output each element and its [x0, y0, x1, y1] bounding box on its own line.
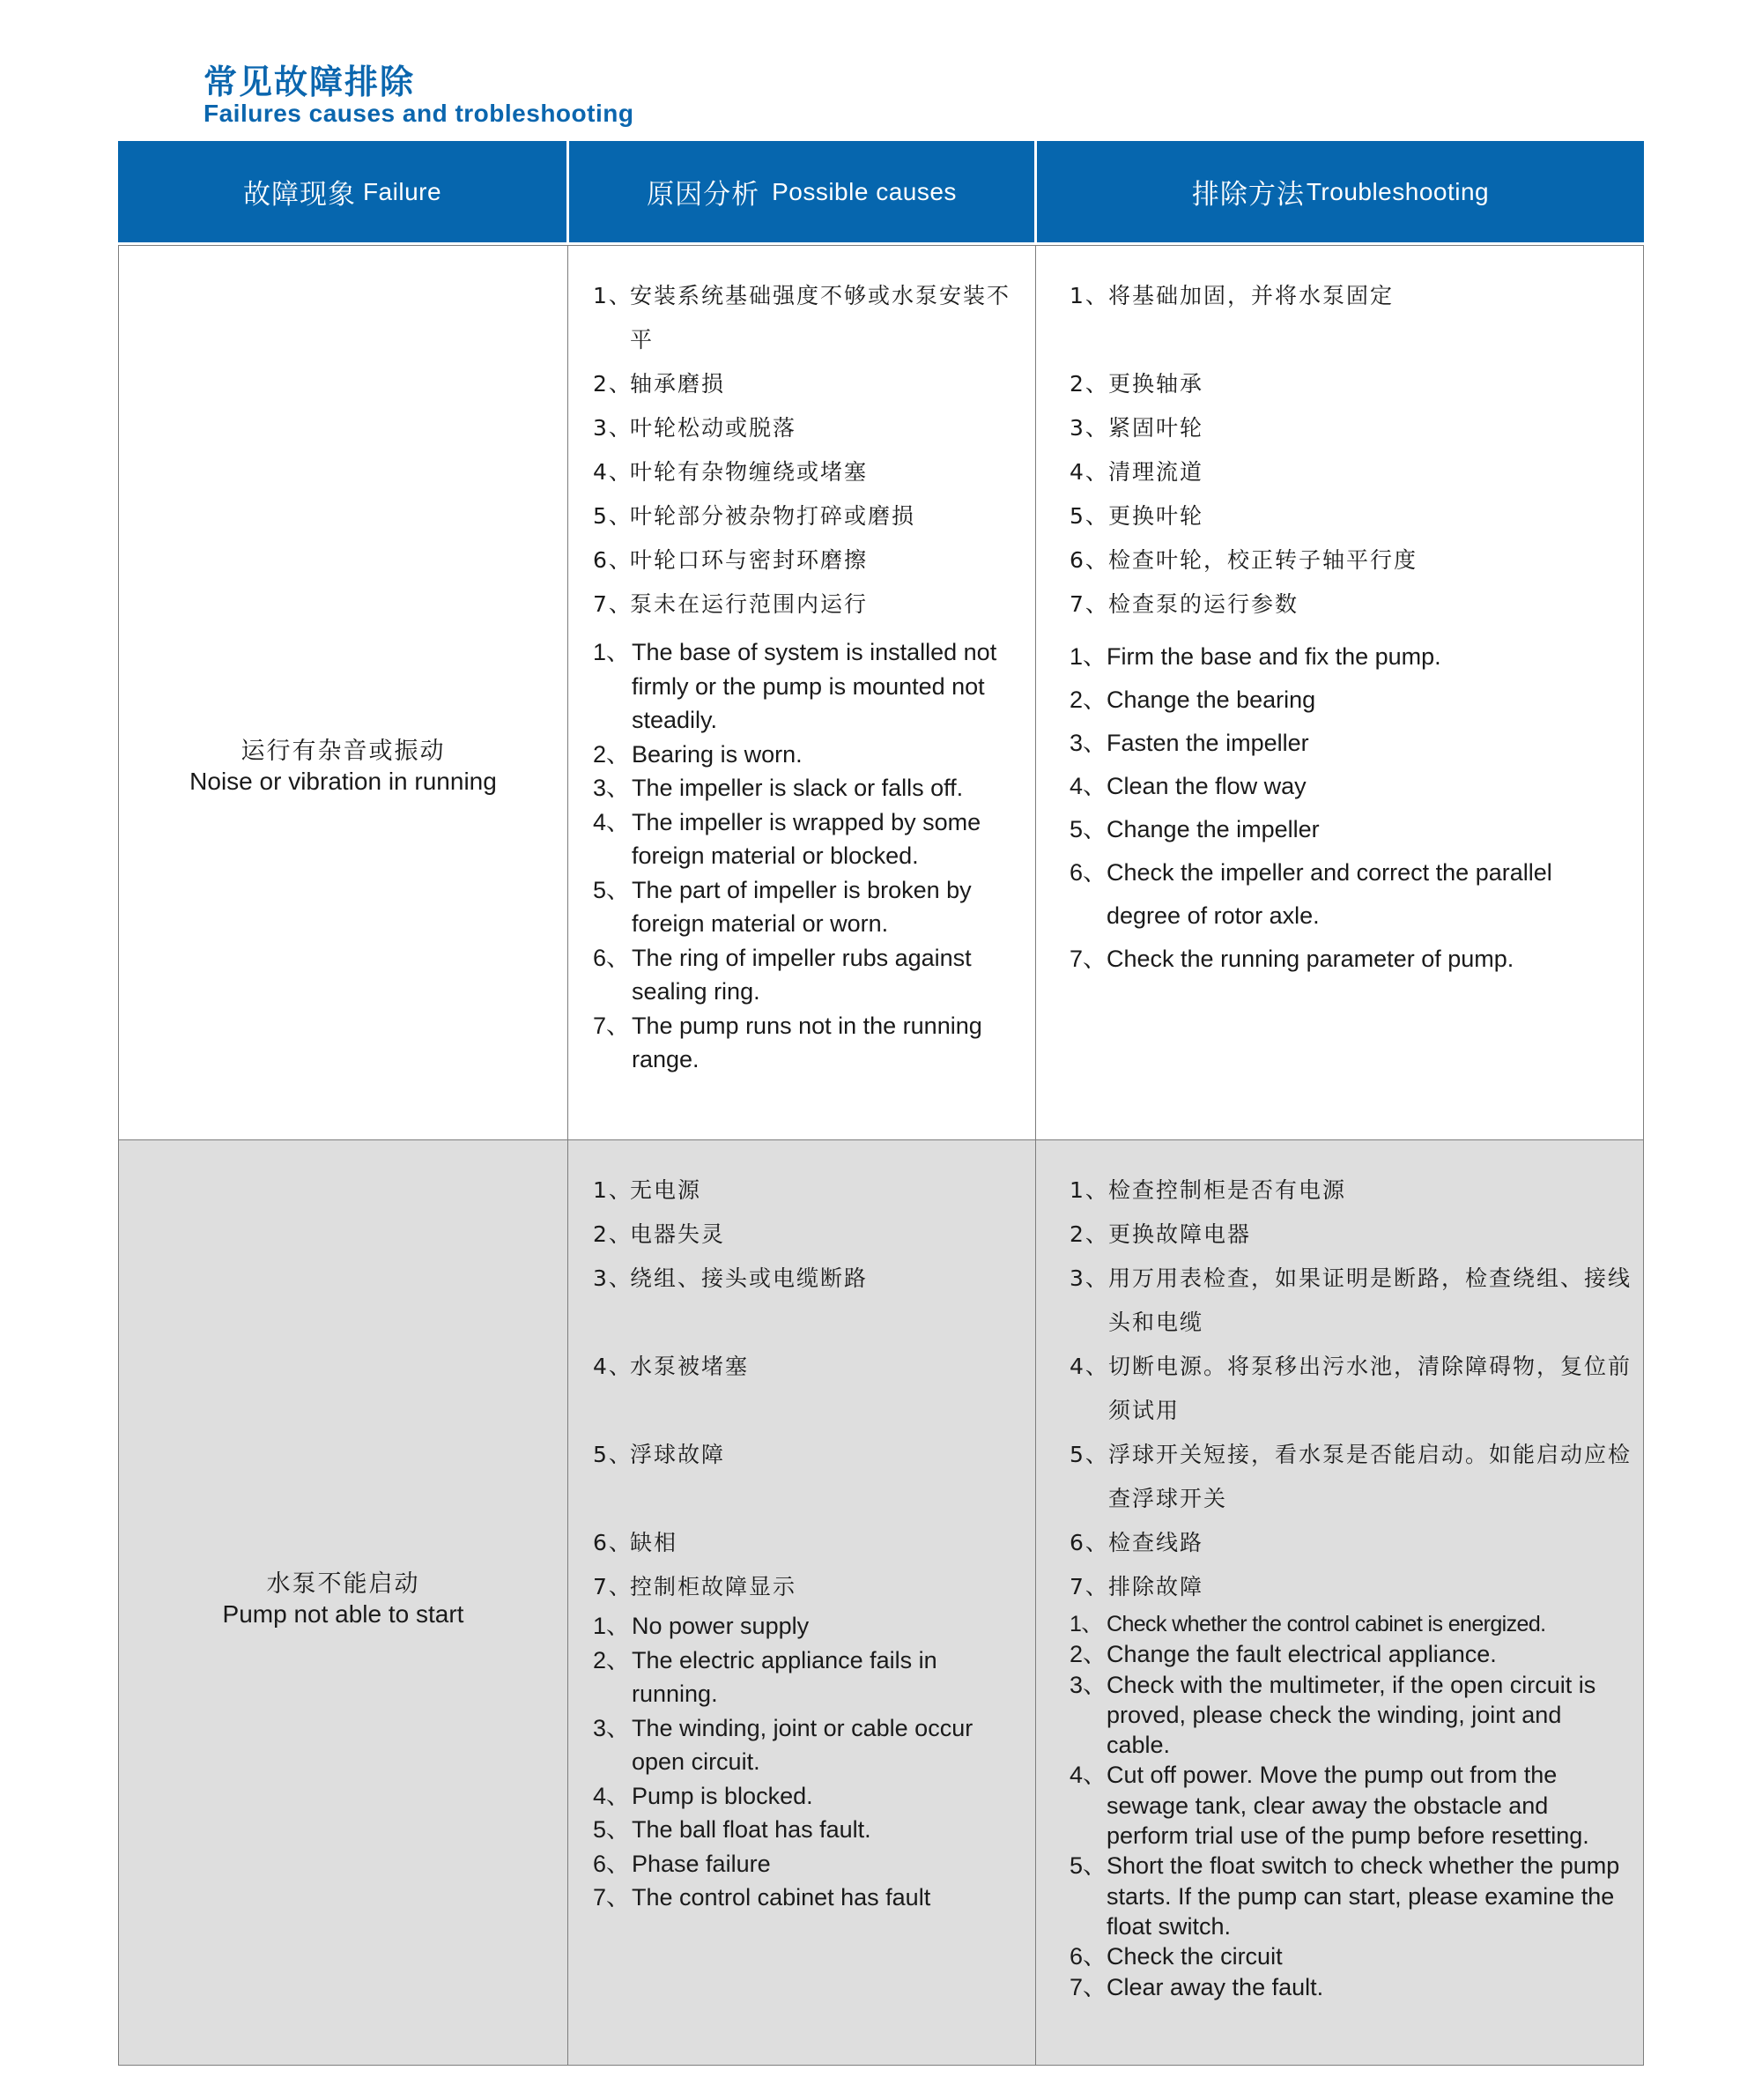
row1-failure-cell: [118, 245, 568, 1140]
row2-causes-cn-list: [593, 1169, 1025, 1609]
row2-fix-cell: [1035, 1139, 1644, 2066]
list-item: 5、 浮球开关短接，看水泵是否能启动。如能启动应检查浮球开关: [1070, 1442, 1632, 1511]
list-item: 5、 The ball float has fault.: [593, 1816, 871, 1843]
list-item: 3、 紧固叶轮: [1070, 415, 1204, 441]
list-item: 5、 The part of impeller is broken by foreign material or worn.: [593, 876, 972, 937]
list-item: 7、 泵未在运行范围内运行: [593, 591, 869, 617]
row1-causes-cell: [567, 245, 1036, 1140]
list-item: 7、 控制柜故障显示: [593, 1574, 797, 1599]
row2-fix-en-list: [1070, 1609, 1625, 2002]
list-item: 2、 Change the fault electrical appliance.: [1070, 1641, 1497, 1668]
list-item: 4、 Clean the flow way: [1070, 773, 1307, 799]
row1-causes-cn-list: [593, 274, 1025, 627]
list-item: 6、 Check the circuit: [1070, 1943, 1283, 1970]
list-item: 6、 叶轮口环与密封环磨擦: [593, 547, 869, 573]
list-item: 3、 The impeller is slack or falls off.: [593, 775, 964, 801]
list-item: 7、 Clear away the fault.: [1070, 1973, 1324, 2000]
list-item: 1、 Check whether the control cabinet is energized.: [1070, 1612, 1546, 1636]
page-title-en: Failures causes and trobleshooting: [204, 100, 634, 127]
row2-causes-en-list: [593, 1609, 1025, 1915]
row2-failure-en: Pump not able to start: [222, 1600, 464, 1628]
list-item: 7、 The control cabinet has fault: [593, 1884, 931, 1911]
header-troubleshooting-cn: 排除方法: [1191, 179, 1305, 211]
list-item: 6、 Phase failure: [593, 1850, 771, 1877]
list-item: 1、 无电源: [593, 1177, 702, 1203]
list-item: 7、 Check the running parameter of pump.: [1070, 946, 1514, 972]
row2-failure: [119, 1569, 567, 1629]
list-item: 4、 清理流道: [1070, 459, 1204, 485]
page-title-cn: 常见故障排除: [204, 63, 416, 101]
row1-failure: [119, 737, 567, 797]
list-item: 1、 Firm the base and fix the pump.: [1070, 643, 1441, 670]
row2-failure-cn: 水泵不能启动: [266, 1570, 420, 1598]
list-item: 5、 更换叶轮: [1070, 503, 1204, 529]
list-item: 1、 安装系统基础强度不够或水泵安装不平: [593, 283, 1011, 352]
list-item: 6、 检查叶轮，校正转子轴平行度: [1070, 547, 1418, 573]
header-failure-cn: 故障现象: [242, 179, 356, 211]
row2-fix-cn-list: [1070, 1169, 1633, 1609]
list-item: 2、 Bearing is worn.: [593, 740, 803, 768]
list-item: 7、 排除故障: [1070, 1574, 1204, 1599]
list-item: 5、 浮球故障: [593, 1442, 726, 1467]
list-item: 7、 The pump runs not in the running range.: [593, 1012, 982, 1072]
list-item: 6、 Check the impeller and correct the parallel degree of rotor axle.: [1070, 859, 1552, 929]
header-failure: [118, 141, 566, 242]
list-item: 7、 检查泵的运行参数: [1070, 591, 1299, 617]
list-item: 4、 Pump is blocked.: [593, 1782, 813, 1809]
list-item: 3、 叶轮松动或脱落: [593, 415, 797, 441]
list-item: 5、 Change the impeller: [1070, 816, 1320, 842]
list-item: 1、 The base of system is installed not firmly or the pump is mounted not steadily.: [593, 639, 997, 733]
header-troubleshooting: [1037, 141, 1644, 242]
list-item: 2、 更换故障电器: [1070, 1221, 1252, 1247]
list-item: 3、 The winding, joint or cable occur open circuit.: [593, 1714, 974, 1775]
list-item: 2、 电器失灵: [593, 1221, 726, 1247]
list-item: 3、 Fasten the impeller: [1070, 730, 1309, 756]
list-item: 6、 检查线路: [1070, 1530, 1204, 1555]
row2-causes-cell: [567, 1139, 1036, 2066]
list-item: 5、 叶轮部分被杂物打碎或磨损: [593, 503, 916, 529]
header-causes-en: Possible causes: [772, 177, 957, 205]
list-item: 3、 Check with the multimeter, if the open circuit is proved, please check the winding, joint and cable.: [1070, 1671, 1596, 1759]
list-item: 1、 检查控制柜是否有电源: [1070, 1177, 1347, 1203]
header-causes-cn: 原因分析: [647, 179, 760, 211]
row1-fix-en-list: [1070, 635, 1625, 981]
row2-failure-cell: [118, 1139, 568, 2066]
list-item: 6、 The ring of impeller rubs against sealing ring.: [593, 944, 972, 1005]
list-item: 4、 水泵被堵塞: [593, 1354, 750, 1379]
troubleshooting-table: [118, 141, 1644, 2066]
list-item: 3、 绕组、接头或电缆断路: [593, 1265, 869, 1291]
list-item: 2、 Change the bearing: [1070, 686, 1316, 713]
row1-fix-cn-list: [1070, 274, 1633, 627]
list-item: 1、 No power supply: [593, 1613, 810, 1639]
row1-failure-cn: 运行有杂音或振动: [241, 738, 446, 765]
row1-causes-en-list: [593, 635, 1025, 1077]
list-item: 2、 轴承磨损: [593, 371, 726, 397]
header-failure-en: Failure: [362, 177, 442, 205]
list-item: 2、 更换轴承: [1070, 371, 1204, 397]
list-item: 4、 Cut off power. Move the pump out from the sewage tank, clear away the obstacle and perform trial use of the pump before resetting.: [1070, 1762, 1589, 1850]
row1-failure-en: Noise or vibration in running: [189, 768, 497, 795]
row1-fix-cell: [1035, 245, 1644, 1140]
list-item: 4、 叶轮有杂物缠绕或堵塞: [593, 459, 869, 485]
list-item: 3、 用万用表检查，如果证明是断路，检查绕组、接线头和电缆: [1070, 1265, 1632, 1335]
list-item: 6、 缺相: [593, 1530, 678, 1555]
list-item: 2、 The electric appliance fails in running.: [593, 1646, 937, 1707]
list-item: 1、 将基础加固，并将水泵固定: [1070, 283, 1395, 308]
header-causes: [569, 141, 1034, 242]
list-item: 4、 The impeller is wrapped by some foreign material or blocked.: [593, 808, 981, 869]
header-troubleshooting-en: Troubleshooting: [1306, 177, 1490, 205]
list-item: 4、 切断电源。将泵移出污水池，清除障碍物，复位前须试用: [1070, 1354, 1632, 1423]
list-item: 5、 Short the float switch to check whether the pump starts. If the pump can start, please examine the float switch.: [1070, 1852, 1620, 1940]
